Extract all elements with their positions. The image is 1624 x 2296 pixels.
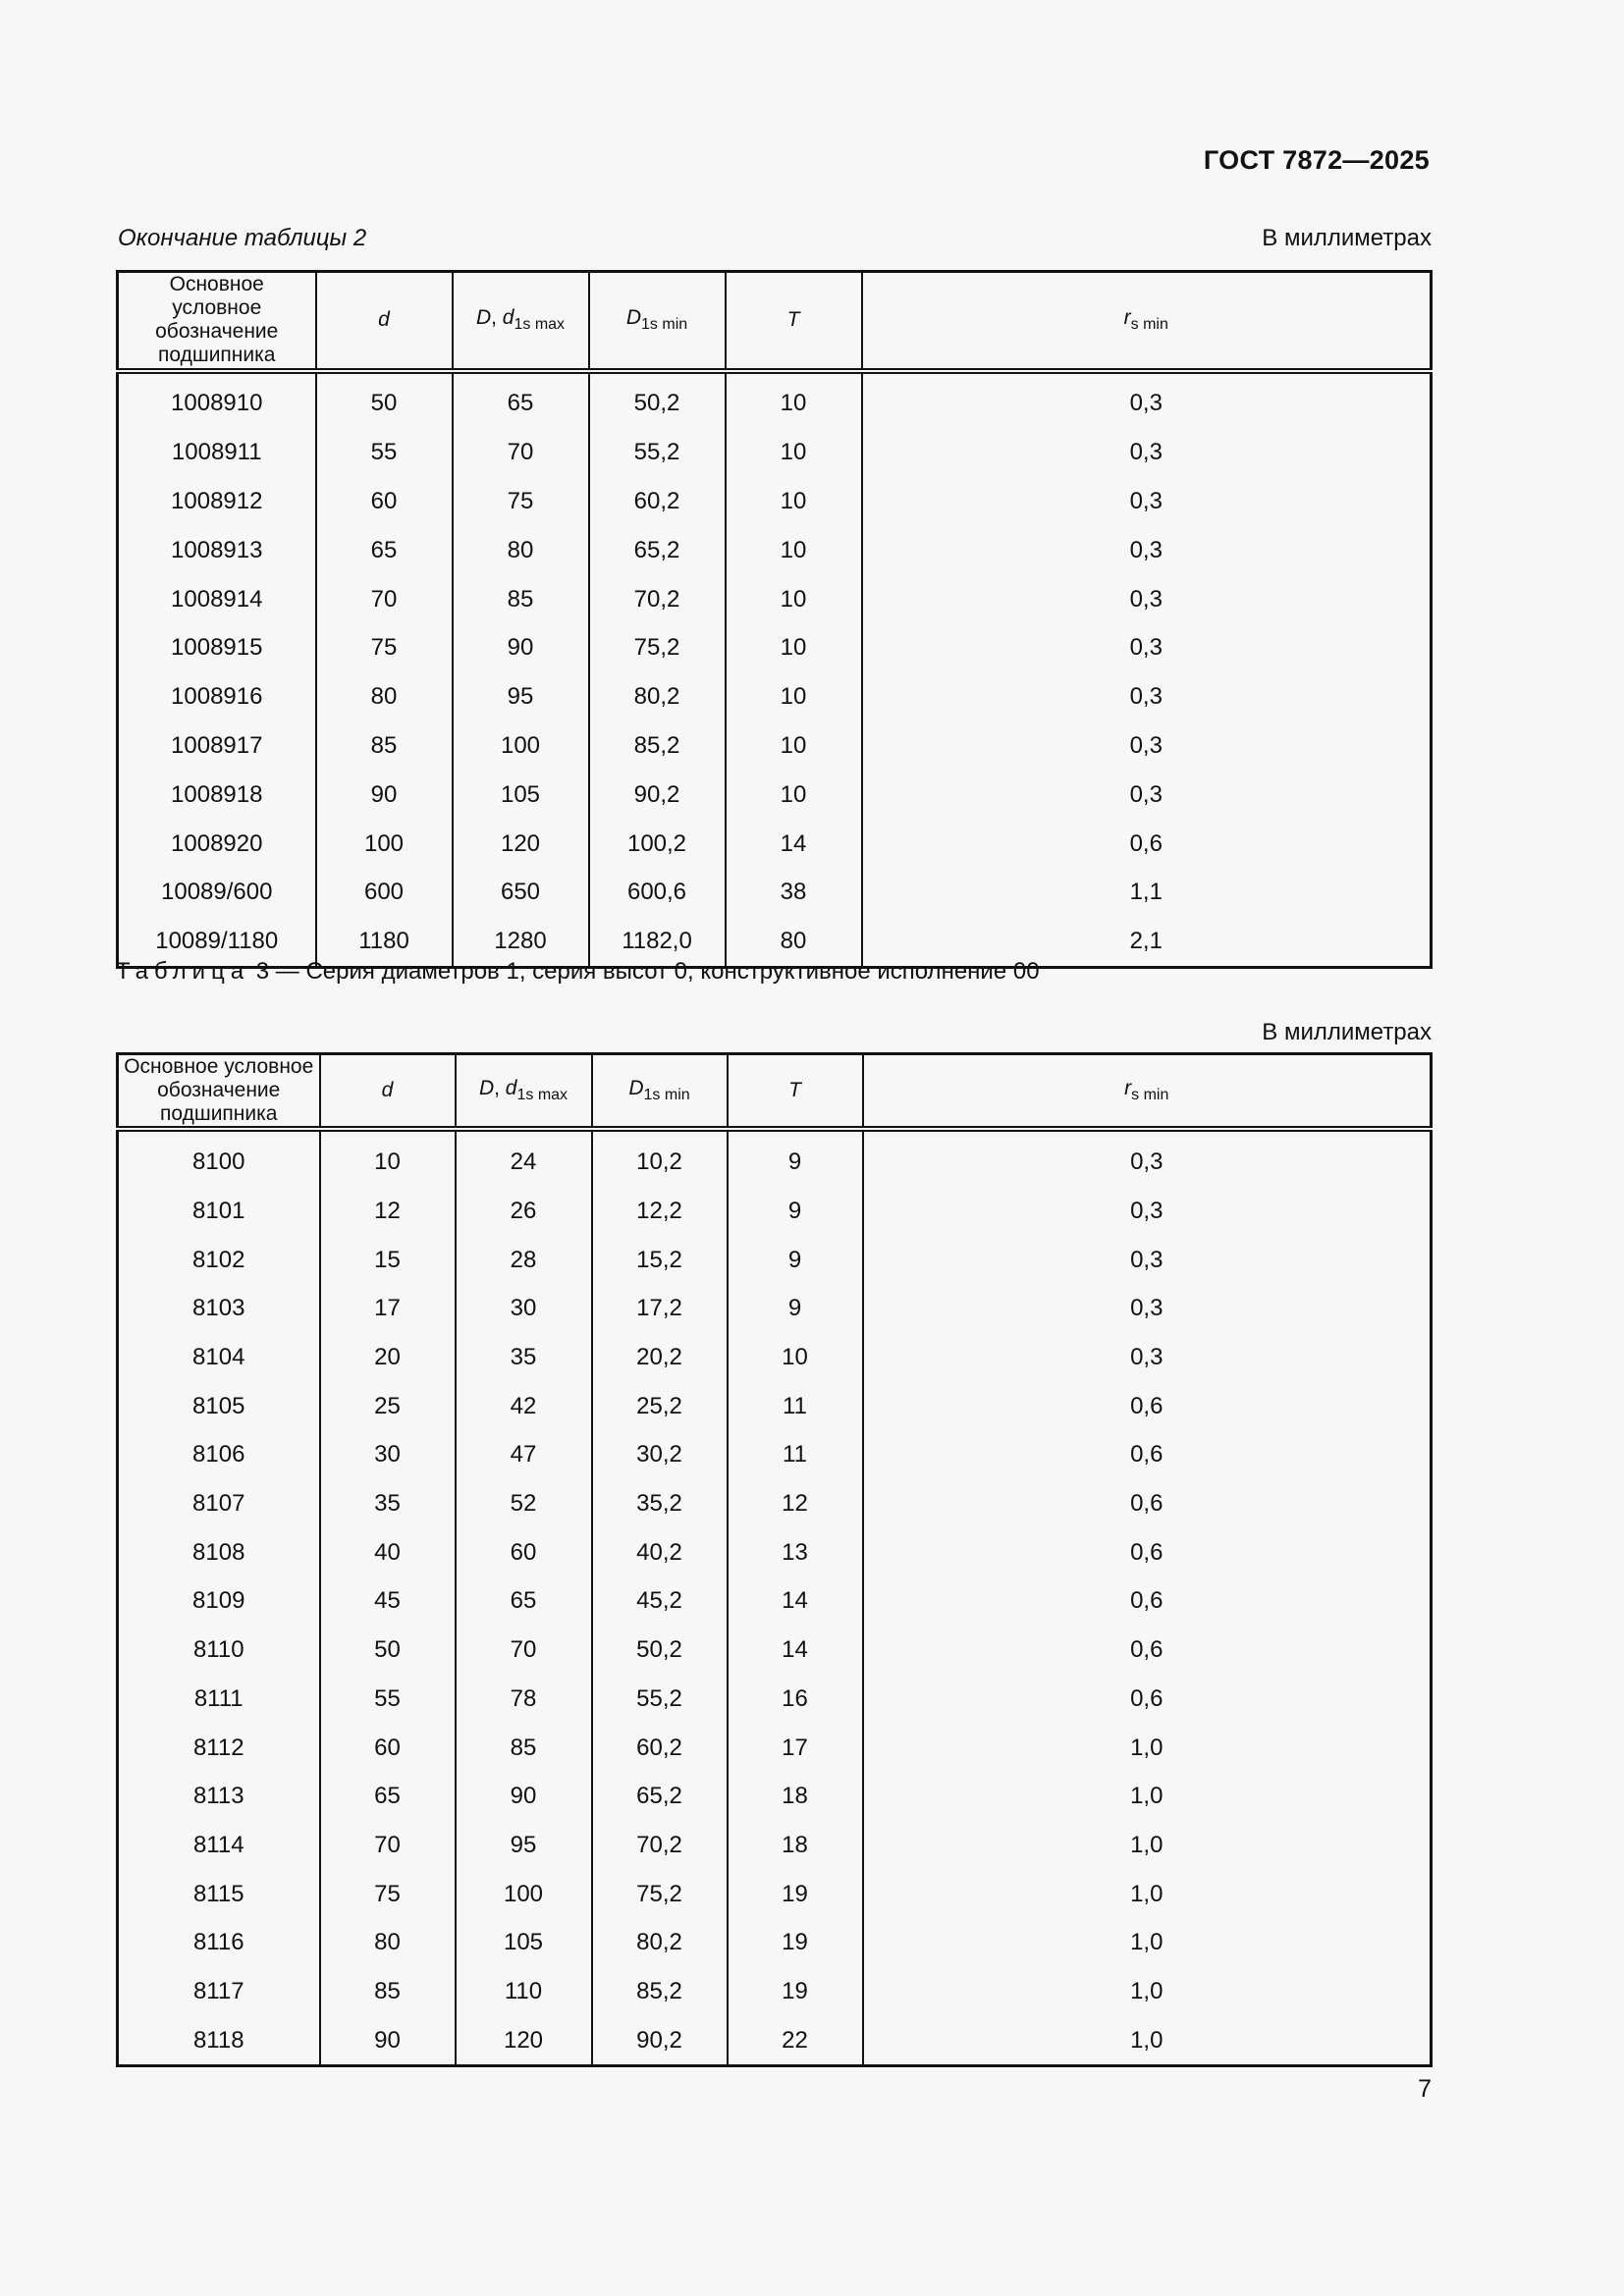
table-cell: 24 xyxy=(456,1129,592,1187)
table-cell: 75 xyxy=(453,477,589,526)
table-cell: 10 xyxy=(728,1333,863,1382)
table-row xyxy=(118,1577,1432,1627)
table-cell: 95 xyxy=(456,1821,592,1870)
col-designation: Основное условное обозначение подшипника xyxy=(118,1054,320,1130)
table-cell: 85 xyxy=(316,721,453,771)
table-cell: 600,6 xyxy=(589,869,726,918)
table-cell: 17 xyxy=(320,1284,456,1333)
table-cell: 70 xyxy=(320,1821,456,1870)
table-cell: 12,2 xyxy=(592,1187,728,1236)
col-D1s-subscript: 1s min xyxy=(641,316,688,334)
table-cell: 80,2 xyxy=(589,672,726,721)
table-cell: 1008917 xyxy=(118,721,316,771)
table-cell: 1,0 xyxy=(863,1821,1432,1870)
table-cell: 1008910 xyxy=(118,371,316,429)
table-cell: 40 xyxy=(320,1528,456,1577)
table-cell: 0,6 xyxy=(863,1675,1432,1724)
col-D1s-symbol: D xyxy=(628,1077,644,1100)
table-continuation-label: Окончание таблицы 2 xyxy=(118,225,367,251)
table-cell: 55 xyxy=(320,1675,456,1724)
table-cell: 100 xyxy=(453,721,589,771)
table-cell: 8116 xyxy=(118,1918,320,1967)
table-cell: 1,1 xyxy=(862,869,1432,918)
table-cell: 18 xyxy=(728,1772,863,1821)
table-row xyxy=(118,721,1432,771)
col-T-symbol: T xyxy=(788,1079,801,1102)
table-cell: 8118 xyxy=(118,2016,320,2066)
table-body xyxy=(118,371,1432,968)
table-cell: 60 xyxy=(320,1724,456,1773)
col-rs-min xyxy=(862,272,1432,371)
table-cell: 20,2 xyxy=(592,1333,728,1382)
table-cell: 10 xyxy=(726,672,862,721)
table-cell: 2,1 xyxy=(862,917,1432,967)
table-cell: 90 xyxy=(453,624,589,673)
col-rs-symbol: r xyxy=(1123,306,1131,330)
table-cell: 10 xyxy=(726,624,862,673)
table-cell: 100 xyxy=(316,820,453,869)
table-cell: 90 xyxy=(456,1772,592,1821)
table-cell: 8101 xyxy=(118,1187,320,1236)
table-cell: 28 xyxy=(456,1236,592,1285)
col-rs-subscript: s min xyxy=(1130,316,1168,334)
document-code: ГОСТ 7872—2025 xyxy=(1203,145,1430,175)
table-cell: 8112 xyxy=(118,1724,320,1773)
table-cell: 38 xyxy=(726,869,862,918)
table-cell: 0,6 xyxy=(862,820,1432,869)
table-cell: 8106 xyxy=(118,1431,320,1480)
col-designation: Основное условное обозначение подшипника xyxy=(118,272,316,371)
table-cell: 0,3 xyxy=(862,721,1432,771)
table-cell: 70 xyxy=(453,428,589,477)
bearing-table-3 xyxy=(116,1052,1433,2067)
table-cell: 22 xyxy=(728,2016,863,2066)
table-cell: 8108 xyxy=(118,1528,320,1577)
table-cell: 18 xyxy=(728,1821,863,1870)
table-cell: 75 xyxy=(316,624,453,673)
table-cell: 1,0 xyxy=(863,1967,1432,2016)
table-cell: 26 xyxy=(456,1187,592,1236)
table-cell: 15,2 xyxy=(592,1236,728,1285)
table-cell: 45 xyxy=(320,1577,456,1627)
col-d-symbol: d xyxy=(378,308,390,332)
table-cell: 35 xyxy=(456,1333,592,1382)
table-cell: 10 xyxy=(726,575,862,624)
table-caption-word: Таблица xyxy=(116,958,250,985)
table-caption-text: 3 — Серия диаметров 1, серия высот 0, конструктивное исполнение 00 xyxy=(255,958,1040,985)
table-cell: 0,3 xyxy=(863,1129,1432,1187)
table-cell: 100 xyxy=(456,1870,592,1919)
table-cell: 0,6 xyxy=(863,1626,1432,1675)
table-cell: 0,3 xyxy=(862,477,1432,526)
table-cell: 8105 xyxy=(118,1382,320,1431)
table-cell: 60 xyxy=(456,1528,592,1577)
table-cell: 1008918 xyxy=(118,771,316,820)
table-body xyxy=(118,1129,1432,2066)
table-cell: 78 xyxy=(456,1675,592,1724)
col-d1s-subscript: 1s max xyxy=(514,316,566,334)
table-cell: 19 xyxy=(728,1870,863,1919)
table-cell: 75,2 xyxy=(589,624,726,673)
table-row xyxy=(118,1918,1432,1967)
table-cell: 60,2 xyxy=(592,1724,728,1773)
col-rs-subscript: s min xyxy=(1131,1087,1169,1104)
units-label: В миллиметрах xyxy=(1262,1019,1432,1045)
table-cell: 19 xyxy=(728,1918,863,1967)
table-cell: 14 xyxy=(728,1577,863,1627)
table-row xyxy=(118,1675,1432,1724)
table-cell: 10,2 xyxy=(592,1129,728,1187)
table-cell: 600 xyxy=(316,869,453,918)
table-cell: 650 xyxy=(453,869,589,918)
table-cell: 65 xyxy=(316,526,453,575)
table-cell: 90,2 xyxy=(589,771,726,820)
col-D-d1s-max: D, $d_{1s max}$ xyxy=(453,272,589,371)
table-cell: 8115 xyxy=(118,1870,320,1919)
table-row xyxy=(118,1431,1432,1480)
table-cell: 70,2 xyxy=(592,1821,728,1870)
table-cell: 90,2 xyxy=(592,2016,728,2066)
table-cell: 30,2 xyxy=(592,1431,728,1480)
table-cell: 45,2 xyxy=(592,1577,728,1627)
table-cell: 1008912 xyxy=(118,477,316,526)
table-cell: 55,2 xyxy=(592,1675,728,1724)
table-row xyxy=(118,1724,1432,1773)
table-row xyxy=(118,1772,1432,1821)
table-cell: 0,3 xyxy=(862,624,1432,673)
table-row xyxy=(118,1284,1432,1333)
table-cell: 1,0 xyxy=(863,1772,1432,1821)
table-cell: 9 xyxy=(728,1187,863,1236)
table-row xyxy=(118,428,1432,477)
table-row xyxy=(118,526,1432,575)
table-cell: 70 xyxy=(456,1626,592,1675)
table-cell: 65,2 xyxy=(589,526,726,575)
table-cell: 0,3 xyxy=(862,771,1432,820)
table-cell: 10089/1180 xyxy=(118,917,316,967)
table-row xyxy=(118,1187,1432,1236)
table-cell: 0,6 xyxy=(863,1382,1432,1431)
table-cell: 1,0 xyxy=(863,1918,1432,1967)
table-row xyxy=(118,1333,1432,1382)
col-T-symbol: T xyxy=(786,308,800,332)
table-cell: 0,3 xyxy=(863,1187,1432,1236)
table-cell: 95 xyxy=(453,672,589,721)
table-cell: 75 xyxy=(320,1870,456,1919)
table-cell: 105 xyxy=(456,1918,592,1967)
table-cell: 10089/600 xyxy=(118,869,316,918)
table-row xyxy=(118,1129,1432,1187)
table-cell: 0,3 xyxy=(862,428,1432,477)
table-cell: 10 xyxy=(726,371,862,429)
table-cell: 14 xyxy=(728,1626,863,1675)
table-cell: 0,3 xyxy=(863,1284,1432,1333)
table-cell: 65 xyxy=(320,1772,456,1821)
col-D1s-subscript: 1s min xyxy=(643,1087,690,1104)
table-cell: 8111 xyxy=(118,1675,320,1724)
table-cell: 0,3 xyxy=(862,575,1432,624)
table-cell: 60 xyxy=(316,477,453,526)
table-cell: 1008915 xyxy=(118,624,316,673)
table-cell: 8102 xyxy=(118,1236,320,1285)
table-row xyxy=(118,371,1432,429)
table-cell: 0,6 xyxy=(863,1479,1432,1528)
col-rs-min xyxy=(863,1054,1432,1130)
table-cell: 10 xyxy=(320,1129,456,1187)
table-cell: 110 xyxy=(456,1967,592,2016)
table-cell: 0,3 xyxy=(862,672,1432,721)
table-cell: 20 xyxy=(320,1333,456,1382)
table-cell: 50,2 xyxy=(592,1626,728,1675)
units-label: В миллиметрах xyxy=(1262,225,1432,251)
table-cell: 50 xyxy=(316,371,453,429)
table-cell: 65 xyxy=(456,1577,592,1627)
table-cell: 1,0 xyxy=(863,1870,1432,1919)
col-rs-symbol: r xyxy=(1124,1077,1132,1100)
table-cell: 90 xyxy=(316,771,453,820)
table-cell: 80,2 xyxy=(592,1918,728,1967)
table-cell: 80 xyxy=(453,526,589,575)
table-cell: 1008916 xyxy=(118,672,316,721)
table-cell: 11 xyxy=(728,1382,863,1431)
table-cell: 42 xyxy=(456,1382,592,1431)
table-cell: 50 xyxy=(320,1626,456,1675)
table-cell: 19 xyxy=(728,1967,863,2016)
table-cell: 8100 xyxy=(118,1129,320,1187)
table-row xyxy=(118,1967,1432,2016)
table-cell: 35,2 xyxy=(592,1479,728,1528)
table-cell: 70,2 xyxy=(589,575,726,624)
table-cell: 85,2 xyxy=(589,721,726,771)
table-cell: 8110 xyxy=(118,1626,320,1675)
table-cell: 1008914 xyxy=(118,575,316,624)
table-cell: 10 xyxy=(726,526,862,575)
table-cell: 13 xyxy=(728,1528,863,1577)
table-cell: 14 xyxy=(726,820,862,869)
table-cell: 120 xyxy=(453,820,589,869)
table-cell: 120 xyxy=(456,2016,592,2066)
table-cell: 0,3 xyxy=(862,526,1432,575)
col-d1s-symbol: d xyxy=(502,306,514,330)
table-cell: 1,0 xyxy=(863,1724,1432,1773)
table-cell: 25 xyxy=(320,1382,456,1431)
table-cell: 10 xyxy=(726,771,862,820)
table-cell: 100,2 xyxy=(589,820,726,869)
bearing-table-2 xyxy=(116,270,1433,969)
table-header-row xyxy=(118,1054,1432,1130)
table-cell: 9 xyxy=(728,1284,863,1333)
table-cell: 80 xyxy=(316,672,453,721)
table-row xyxy=(118,1870,1432,1919)
table-cell: 0,3 xyxy=(862,371,1432,429)
table-cell: 10 xyxy=(726,477,862,526)
page-number: 7 xyxy=(1418,2075,1432,2103)
table-cell: 65,2 xyxy=(592,1772,728,1821)
table-cell: 12 xyxy=(320,1187,456,1236)
table-cell: 1008913 xyxy=(118,526,316,575)
table-row xyxy=(118,869,1432,918)
table-cell: 25,2 xyxy=(592,1382,728,1431)
table-row xyxy=(118,575,1432,624)
table-cell: 65 xyxy=(453,371,589,429)
table-cell: 35 xyxy=(320,1479,456,1528)
table-cell: 1008911 xyxy=(118,428,316,477)
table-cell: 0,6 xyxy=(863,1431,1432,1480)
table-cell: 1008920 xyxy=(118,820,316,869)
table-cell: 0,6 xyxy=(863,1528,1432,1577)
table-cell: 1280 xyxy=(453,917,589,967)
table-cell: 8104 xyxy=(118,1333,320,1382)
table-cell: 80 xyxy=(320,1918,456,1967)
table-cell: 40,2 xyxy=(592,1528,728,1577)
col-d1s-subscript: 1s max xyxy=(516,1087,568,1104)
table-cell: 30 xyxy=(456,1284,592,1333)
table-cell: 70 xyxy=(316,575,453,624)
table-row xyxy=(118,1236,1432,1285)
table-cell: 16 xyxy=(728,1675,863,1724)
table-cell: 52 xyxy=(456,1479,592,1528)
col-D-d1s-max: D, $d_{1s max}$ xyxy=(456,1054,592,1130)
col-d xyxy=(316,272,453,371)
table-cell: 80 xyxy=(726,917,862,967)
table-3-caption xyxy=(116,958,1040,986)
table-cell: 8107 xyxy=(118,1479,320,1528)
table-row xyxy=(118,1479,1432,1528)
col-T xyxy=(726,272,862,371)
table-cell: 85 xyxy=(456,1724,592,1773)
table-cell: 8113 xyxy=(118,1772,320,1821)
col-d xyxy=(320,1054,456,1130)
table-cell: 11 xyxy=(728,1431,863,1480)
table-cell: 30 xyxy=(320,1431,456,1480)
table-cell: 50,2 xyxy=(589,371,726,429)
col-D1s-min xyxy=(592,1054,728,1130)
table-cell: 8109 xyxy=(118,1577,320,1627)
table-cell: 1180 xyxy=(316,917,453,967)
table-cell: 55,2 xyxy=(589,428,726,477)
table-cell: 0,3 xyxy=(863,1333,1432,1382)
table-row xyxy=(118,1382,1432,1431)
table-row xyxy=(118,2016,1432,2066)
table-cell: 8114 xyxy=(118,1821,320,1870)
col-T xyxy=(728,1054,863,1130)
table-cell: 9 xyxy=(728,1236,863,1285)
table-cell: 15 xyxy=(320,1236,456,1285)
table-cell: 8103 xyxy=(118,1284,320,1333)
table-cell: 17 xyxy=(728,1724,863,1773)
table-header-row xyxy=(118,272,1432,371)
table-cell: 1,0 xyxy=(863,2016,1432,2066)
table-cell: 55 xyxy=(316,428,453,477)
col-D-symbol: D xyxy=(475,306,492,330)
table-cell: 0,3 xyxy=(863,1236,1432,1285)
table-cell: 10 xyxy=(726,721,862,771)
table-row xyxy=(118,771,1432,820)
table-row xyxy=(118,1821,1432,1870)
table-cell: 60,2 xyxy=(589,477,726,526)
table-cell: 90 xyxy=(320,2016,456,2066)
table-cell: 1182,0 xyxy=(589,917,726,967)
table-row xyxy=(118,820,1432,869)
table-cell: 85,2 xyxy=(592,1967,728,2016)
table-cell: 85 xyxy=(320,1967,456,2016)
table-cell: 0,6 xyxy=(863,1577,1432,1627)
table-row xyxy=(118,477,1432,526)
col-d-symbol: d xyxy=(381,1079,394,1102)
col-d1s-symbol: d xyxy=(505,1077,517,1100)
table-cell: 12 xyxy=(728,1479,863,1528)
col-D1s-min xyxy=(589,272,726,371)
table-cell: 10 xyxy=(726,428,862,477)
table-cell: 8117 xyxy=(118,1967,320,2016)
table-cell: 9 xyxy=(728,1129,863,1187)
table-row xyxy=(118,624,1432,673)
table-cell: 75,2 xyxy=(592,1870,728,1919)
table-row xyxy=(118,1626,1432,1675)
table-row xyxy=(118,1528,1432,1577)
col-D1s-symbol: D xyxy=(625,306,642,330)
table-cell: 85 xyxy=(453,575,589,624)
table-cell: 17,2 xyxy=(592,1284,728,1333)
col-D-symbol: D xyxy=(478,1077,495,1100)
table-cell: 47 xyxy=(456,1431,592,1480)
table-row xyxy=(118,672,1432,721)
table-cell: 105 xyxy=(453,771,589,820)
